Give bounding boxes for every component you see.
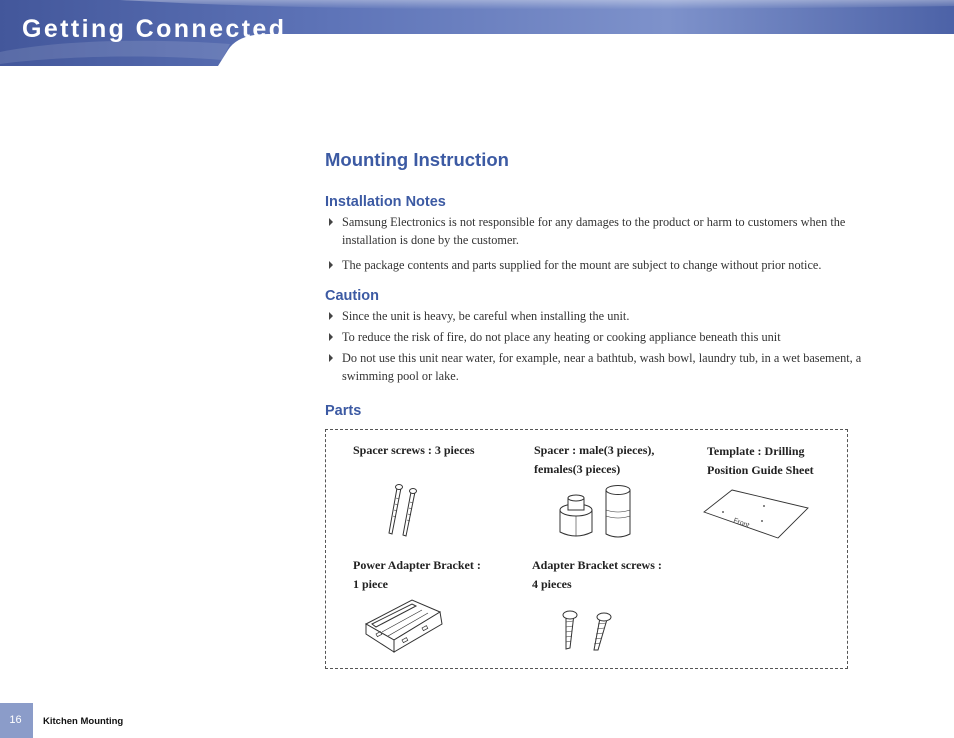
caution-heading: Caution xyxy=(325,288,379,304)
installation-notes-heading: Installation Notes xyxy=(325,194,446,210)
template-front-label: Front xyxy=(732,517,751,530)
parts-heading: Parts xyxy=(325,403,362,419)
installation-notes-list xyxy=(327,213,867,274)
bullet-arrow-icon xyxy=(329,354,333,362)
bullet-arrow-icon xyxy=(329,218,333,226)
list-item: The package contents and parts supplied for the mount are subject to change without prior notice. xyxy=(327,256,867,274)
part-label-power-adapter-bracket: Power Adapter Bracket : 1 piece xyxy=(353,558,481,591)
parts-box xyxy=(325,429,848,669)
section-title: Getting Connected xyxy=(22,15,287,43)
power-adapter-bracket-icon xyxy=(362,596,446,658)
spacers-icon xyxy=(554,482,638,544)
part-label-template: Template : Drilling Position Guide Sheet xyxy=(707,444,814,477)
spacer-screws-icon xyxy=(386,482,426,538)
list-item: Samsung Electronics is not responsible for any damages to the product or harm to customers when the installation is done by the customer. xyxy=(327,213,867,249)
bullet-arrow-icon xyxy=(329,333,333,341)
bullet-arrow-icon xyxy=(329,261,333,269)
list-item: To reduce the risk of fire, do not place any heating or cooking appliance beneath this unit xyxy=(327,328,867,346)
bullet-arrow-icon xyxy=(329,312,333,320)
part-label-spacer-screws: Spacer screws : 3 pieces xyxy=(353,443,475,457)
part-label-spacers: Spacer : male(3 pieces), females(3 pieces) xyxy=(534,443,655,476)
part-label-adapter-bracket-screws: Adapter Bracket screws : 4 pieces xyxy=(532,558,662,591)
list-item: Do not use this unit near water, for example, near a bathtub, wash bowl, laundry tub, in a wet basement, a swimming pool or lake. xyxy=(327,349,867,385)
page-title: Mounting Instruction xyxy=(325,149,509,170)
template-sheet-icon xyxy=(702,486,810,542)
footer-section-label: Kitchen Mounting xyxy=(43,716,124,727)
caution-list xyxy=(327,307,867,385)
page-number: 16 xyxy=(0,703,33,738)
list-item: Since the unit is heavy, be careful when installing the unit. xyxy=(327,307,867,325)
adapter-bracket-screws-icon xyxy=(558,608,620,654)
